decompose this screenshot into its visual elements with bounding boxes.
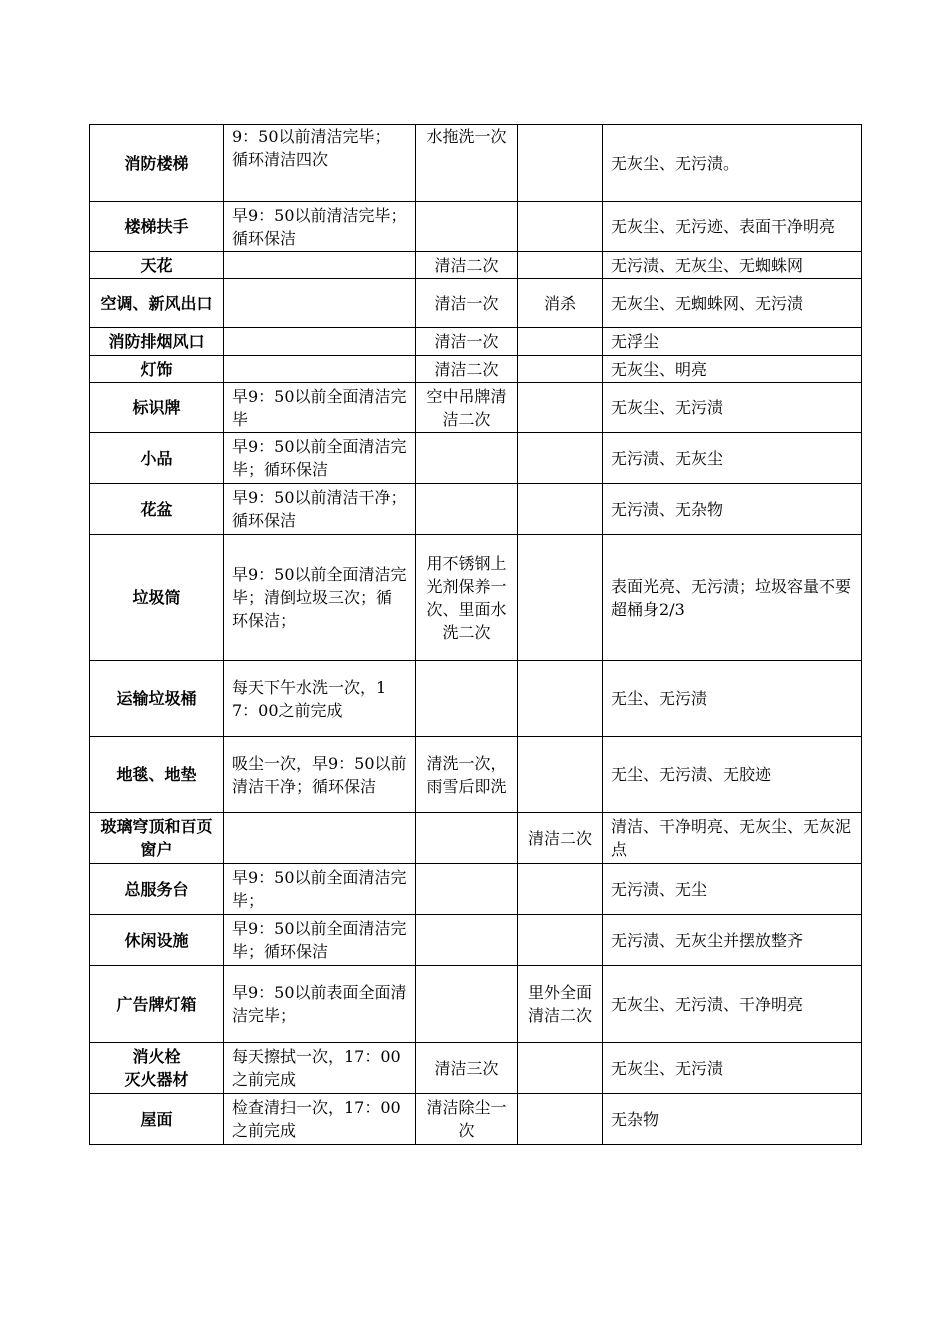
cell-c3: 水拖洗一次 — [416, 125, 518, 202]
cell-daily — [224, 252, 416, 279]
cell-item: 消火栓 灭火器材 — [90, 1043, 224, 1094]
table-row — [90, 328, 862, 356]
table-row — [90, 356, 862, 383]
table-row — [90, 966, 862, 1043]
cell-daily — [224, 279, 416, 328]
cell-standard: 无灰尘、无污迹、表面干净明亮 — [603, 202, 862, 252]
cell-standard: 无灰尘、无污渍。 — [603, 125, 862, 202]
cell-standard: 无灰尘、无污渍 — [603, 1043, 862, 1094]
cell-c3: 清洁除尘一次 — [416, 1094, 518, 1145]
table-row — [90, 202, 862, 252]
table-row — [90, 813, 862, 864]
cell-c4 — [518, 433, 603, 484]
cell-daily: 早9：50以前全面清洁完毕； — [224, 864, 416, 915]
cell-c4 — [518, 383, 603, 433]
cell-standard: 无污渍、无杂物 — [603, 484, 862, 535]
cell-item: 消防楼梯 — [90, 125, 224, 202]
table-row — [90, 433, 862, 484]
cell-item: 空调、新风出口 — [90, 279, 224, 328]
cell-daily — [224, 813, 416, 864]
cell-item: 楼梯扶手 — [90, 202, 224, 252]
cell-daily: 早9：50以前表面全面清洁完毕； — [224, 966, 416, 1043]
cell-c3: 空中吊牌清洁二次 — [416, 383, 518, 433]
cell-c3: 清洁二次 — [416, 356, 518, 383]
cell-item: 休闲设施 — [90, 915, 224, 966]
cell-c3: 清洁一次 — [416, 328, 518, 356]
table-row — [90, 864, 862, 915]
cell-c4 — [518, 864, 603, 915]
cell-daily: 早9：50以前全面清洁完毕；清倒垃圾三次；循环保洁； — [224, 535, 416, 661]
cell-standard: 无尘、无污渍 — [603, 661, 862, 737]
cell-daily: 早9：50以前全面清洁完毕；循环保洁 — [224, 915, 416, 966]
cell-item: 广告牌灯箱 — [90, 966, 224, 1043]
cell-item: 总服务台 — [90, 864, 224, 915]
cell-c4: 里外全面清洁二次 — [518, 966, 603, 1043]
cell-c3 — [416, 864, 518, 915]
cell-c4 — [518, 125, 603, 202]
table-row — [90, 125, 862, 202]
cell-item: 地毯、地垫 — [90, 737, 224, 813]
cell-c3 — [416, 202, 518, 252]
cell-item: 标识牌 — [90, 383, 224, 433]
table-row — [90, 279, 862, 328]
cell-c4 — [518, 356, 603, 383]
cell-daily: 早9：50以前全面清洁完毕 — [224, 383, 416, 433]
cell-c3: 清洁一次 — [416, 279, 518, 328]
cell-c4 — [518, 915, 603, 966]
cell-daily: 每天擦拭一次，17：00之前完成 — [224, 1043, 416, 1094]
cell-daily: 早9：50以前清洁干净；循环保洁 — [224, 484, 416, 535]
cell-c4 — [518, 535, 603, 661]
table-row — [90, 915, 862, 966]
cell-c3 — [416, 915, 518, 966]
cell-c3 — [416, 661, 518, 737]
cell-c3: 清洗一次，雨雪后即洗 — [416, 737, 518, 813]
cell-item: 垃圾筒 — [90, 535, 224, 661]
cell-standard: 无灰尘、无污渍 — [603, 383, 862, 433]
table-row — [90, 383, 862, 433]
table-row — [90, 535, 862, 661]
cell-daily — [224, 328, 416, 356]
cell-standard: 无污渍、无灰尘、无蜘蛛网 — [603, 252, 862, 279]
cell-c4 — [518, 328, 603, 356]
cell-c3 — [416, 484, 518, 535]
table-row — [90, 1043, 862, 1094]
cell-c4 — [518, 1043, 603, 1094]
cell-standard: 无灰尘、无蜘蛛网、无污渍 — [603, 279, 862, 328]
cell-standard: 无尘、无污渍、无胶迹 — [603, 737, 862, 813]
cell-c4: 消杀 — [518, 279, 603, 328]
cell-daily: 早9：50以前全面清洁完毕；循环保洁 — [224, 433, 416, 484]
cell-item: 灯饰 — [90, 356, 224, 383]
cell-standard: 无污渍、无灰尘 — [603, 433, 862, 484]
cell-c3: 清洁三次 — [416, 1043, 518, 1094]
cell-c4 — [518, 661, 603, 737]
cell-c4: 清洁二次 — [518, 813, 603, 864]
cell-daily: 早9：50以前清洁完毕；循环保洁 — [224, 202, 416, 252]
table-body — [90, 125, 862, 1145]
cell-item: 玻璃穹顶和百页窗户 — [90, 813, 224, 864]
cell-c4 — [518, 202, 603, 252]
cell-daily: 每天下午水洗一次，17：00之前完成 — [224, 661, 416, 737]
cell-item: 消防排烟风口 — [90, 328, 224, 356]
cell-standard: 表面光亮、无污渍；垃圾容量不要超桶身2/3 — [603, 535, 862, 661]
cell-standard: 无污渍、无尘 — [603, 864, 862, 915]
cell-c3: 清洁二次 — [416, 252, 518, 279]
table-row — [90, 661, 862, 737]
cell-standard: 无污渍、无灰尘并摆放整齐 — [603, 915, 862, 966]
cell-c4 — [518, 737, 603, 813]
cell-c4 — [518, 1094, 603, 1145]
cell-daily: 检查清扫一次，17：00之前完成 — [224, 1094, 416, 1145]
cell-item: 天花 — [90, 252, 224, 279]
cell-standard: 无灰尘、明亮 — [603, 356, 862, 383]
table-row — [90, 252, 862, 279]
cell-daily — [224, 356, 416, 383]
cell-standard: 无浮尘 — [603, 328, 862, 356]
cell-daily: 吸尘一次，早9：50以前清洁干净；循环保洁 — [224, 737, 416, 813]
cell-c3: 用不锈钢上光剂保养一次、里面水洗二次 — [416, 535, 518, 661]
cell-standard: 无杂物 — [603, 1094, 862, 1145]
cell-c3 — [416, 813, 518, 864]
table-row — [90, 484, 862, 535]
cell-item: 运输垃圾桶 — [90, 661, 224, 737]
cell-c4 — [518, 252, 603, 279]
cell-c4 — [518, 484, 603, 535]
cell-standard: 清洁、干净明亮、无灰尘、无灰泥点 — [603, 813, 862, 864]
cell-item: 屋面 — [90, 1094, 224, 1145]
cell-item: 花盆 — [90, 484, 224, 535]
cell-daily: 9：50以前清洁完毕； 循环清洁四次 — [224, 125, 416, 202]
table-row — [90, 737, 862, 813]
table-row — [90, 1094, 862, 1145]
cleaning-schedule-table — [89, 124, 862, 1145]
cell-c3 — [416, 966, 518, 1043]
cell-item: 小品 — [90, 433, 224, 484]
cell-c3 — [416, 433, 518, 484]
cell-standard: 无灰尘、无污渍、干净明亮 — [603, 966, 862, 1043]
